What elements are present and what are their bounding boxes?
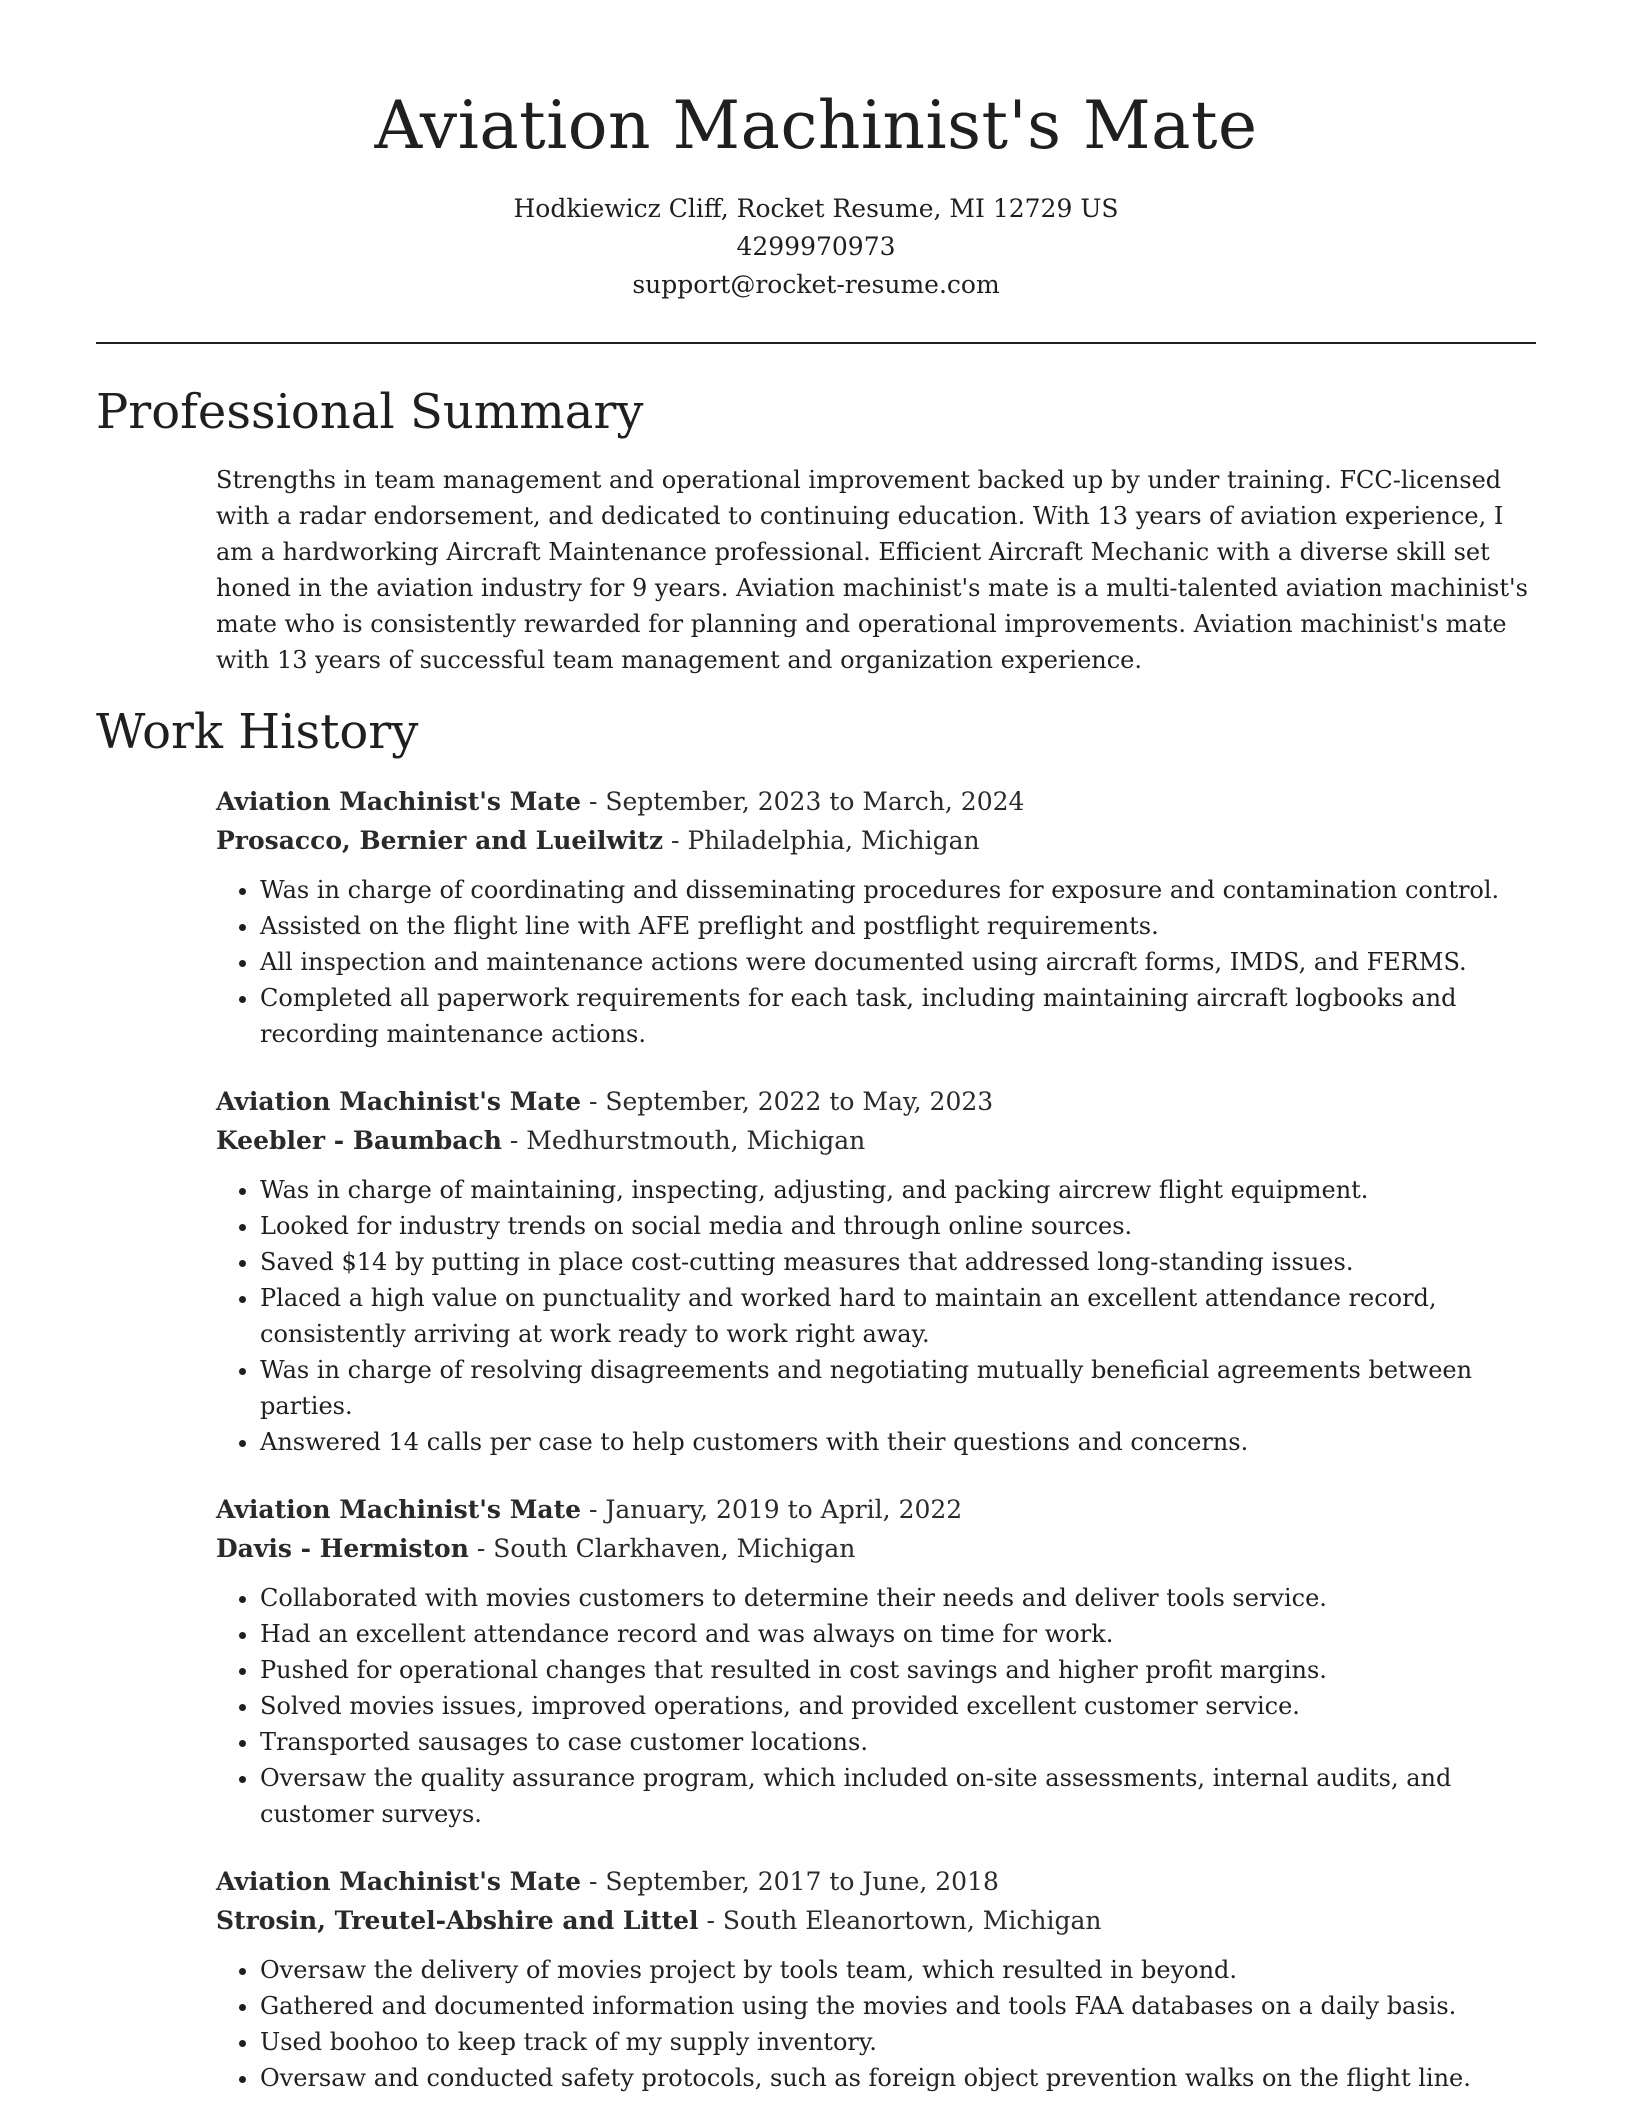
job-company-line	[216, 821, 1546, 860]
job-company-line	[216, 1529, 1546, 1568]
list-item: • Pushed for operational changes that resulted in cost savings and higher profit margins.	[260, 1652, 1546, 1688]
contact-info	[0, 190, 1632, 304]
job-location: Philadelphia, Michigan	[687, 826, 980, 855]
job-separator: -	[581, 1087, 606, 1116]
list-item: • Oversaw and conducted safety protocols, such as foreign object prevention walks on the flight line.	[260, 2060, 1546, 2096]
job-company: Prosacco, Bernier and Lueilwitz	[216, 826, 664, 855]
job-company: Davis - Hermiston	[216, 1534, 469, 1563]
list-item: • Placed a high value on punctuality and worked hard to maintain an excellent attendance record, consistently arriving at work ready to work right away.	[260, 1280, 1546, 1352]
list-item: • Solved movies issues, improved operations, and provided excellent customer service.	[260, 1688, 1546, 1724]
job-separator: -	[501, 1126, 527, 1155]
job-separator: -	[581, 1495, 606, 1524]
list-item: • Assisted on the flight line with AFE preflight and postflight requirements.	[260, 908, 1546, 944]
job-separator: -	[698, 1906, 723, 1935]
job-dates: September, 2023 to March, 2024	[605, 787, 1025, 816]
job-location: South Clarkhaven, Michigan	[493, 1534, 856, 1563]
list-item: • Oversaw the delivery of movies project by tools team, which resulted in beyond.	[260, 1952, 1546, 1988]
list-item: • Collaborated with movies customers to determine their needs and deliver tools service.	[260, 1580, 1546, 1616]
job-entry	[216, 1490, 1546, 1832]
job-title: Aviation Machinist's Mate	[216, 787, 582, 816]
list-item: • Was in charge of resolving disagreements and negotiating mutually beneficial agreements between parties.	[260, 1352, 1546, 1424]
job-company-line	[216, 1121, 1546, 1160]
candidate-name: Aviation Machinist's Mate	[374, 87, 1258, 164]
job-location: South Eleanortown, Michigan	[722, 1906, 1102, 1935]
contact-phone: 4299970973	[736, 232, 896, 261]
job-separator: -	[663, 826, 688, 855]
list-item: • Was in charge of maintaining, inspecting, adjusting, and packing aircrew flight equipment.	[260, 1172, 1546, 1208]
job-entry	[216, 782, 1546, 1052]
section-title-work-history: Work History	[96, 704, 419, 760]
job-bullets	[216, 1172, 1546, 1460]
job-title-line	[216, 1082, 1546, 1121]
job-company: Keebler - Baumbach	[216, 1126, 502, 1155]
job-separator: -	[581, 787, 606, 816]
list-item: • Oversaw the quality assurance program, which included on-site assessments, internal audits, and customer surveys.	[260, 1760, 1546, 1832]
job-entry	[216, 1862, 1546, 2096]
job-dates: January, 2019 to April, 2022	[605, 1495, 963, 1524]
contact-email: support@rocket-resume.com	[632, 270, 1000, 299]
resume-header	[0, 0, 1632, 304]
job-title-line	[216, 1862, 1546, 1901]
job-bullets	[216, 872, 1546, 1052]
summary-text: Strengths in team management and operational improvement backed up by under training. FCC-licensed with a radar endorsement, and dedicated to continuing education. With 13 years of aviation experience, I am a hardworking Aircraft Maintenance professional. Efficient Aircraft Mechanic with a diverse skill set honed in the aviation industry for 9 years. Aviation machinist's mate is a multi-talented aviation machinist's mate who is consistently rewarded for planning and operational improvements. Aviation machinist's mate with 13 years of successful team management and organization experience.	[216, 466, 1528, 674]
list-item: • Gathered and documented information using the movies and tools FAA databases on a daily basis.	[260, 1988, 1546, 2024]
list-item: • Completed all paperwork requirements for each task, including maintaining aircraft logbooks and recording maintenance actions.	[260, 980, 1546, 1052]
header-divider	[96, 342, 1536, 344]
section-title-summary: Professional Summary	[96, 384, 644, 440]
work-history-list	[216, 782, 1546, 2112]
job-dates: September, 2022 to May, 2023	[605, 1087, 994, 1116]
list-item: • Answered 14 calls per case to help customers with their questions and concerns.	[260, 1424, 1546, 1460]
job-title: Aviation Machinist's Mate	[216, 1867, 582, 1896]
job-title: Aviation Machinist's Mate	[216, 1087, 582, 1116]
list-item: • Transported sausages to case customer locations.	[260, 1724, 1546, 1760]
job-dates: September, 2017 to June, 2018	[605, 1867, 999, 1896]
job-separator: -	[468, 1534, 494, 1563]
job-bullets	[216, 1580, 1546, 1832]
list-item: • Used boohoo to keep track of my supply inventory.	[260, 2024, 1546, 2060]
list-item: • All inspection and maintenance actions were documented using aircraft forms, IMDS, and FERMS.	[260, 944, 1546, 980]
list-item: • Had an excellent attendance record and was always on time for work.	[260, 1616, 1546, 1652]
job-bullets	[216, 1952, 1546, 2096]
list-item: • Was in charge of coordinating and disseminating procedures for exposure and contamination control.	[260, 872, 1546, 908]
job-title-line	[216, 1490, 1546, 1529]
job-company: Strosin, Treutel-Abshire and Littel	[216, 1906, 699, 1935]
list-item: • Looked for industry trends on social media and through online sources.	[260, 1208, 1546, 1244]
contact-address: Hodkiewicz Cliff, Rocket Resume, MI 12729 US	[513, 194, 1119, 223]
job-location: Medhurstmouth, Michigan	[526, 1126, 866, 1155]
job-separator: -	[581, 1867, 606, 1896]
job-title: Aviation Machinist's Mate	[216, 1495, 582, 1524]
job-title-line	[216, 782, 1546, 821]
job-company-line	[216, 1901, 1546, 1940]
list-item: • Saved $14 by putting in place cost-cutting measures that addressed long-standing issues.	[260, 1244, 1546, 1280]
job-entry	[216, 1082, 1546, 1460]
